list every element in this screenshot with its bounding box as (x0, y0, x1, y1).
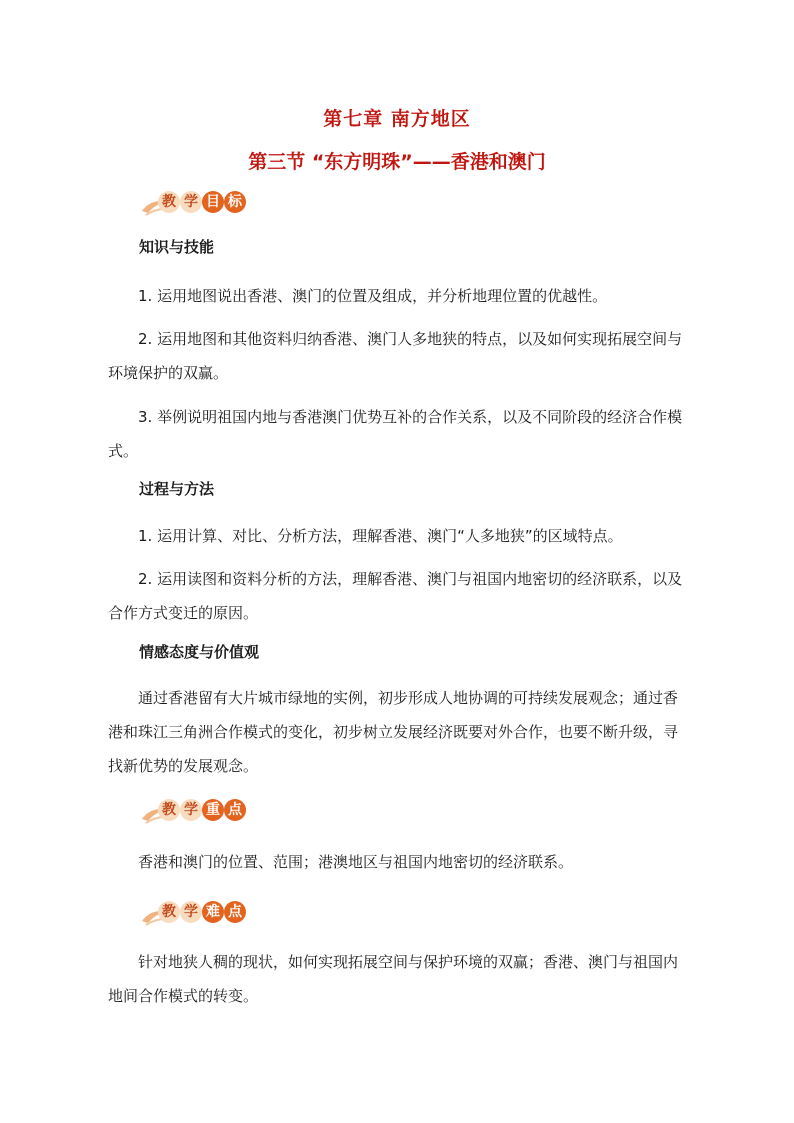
badge-char: 重 (202, 799, 224, 821)
process-heading: 过程与方法 (139, 480, 215, 498)
process-item: 1. 运用计算、对比、分析方法，理解香港、澳门“人多地狭”的区域特点。 (138, 527, 623, 545)
attitude-text: 通过香港留有大片城市绿地的实例，初步形成人地协调的可持续发展观念；通过香港和珠江三角洲合作模式的变化，初步树立发展经济既要对外合作，也要不断升级，寻找新优势的发展观念。 (108, 689, 679, 775)
badge-char: 点 (224, 799, 246, 821)
badge-char: 学 (180, 799, 202, 821)
badge-char: 教 (158, 901, 180, 923)
difficulties-badge (140, 897, 250, 929)
objectives-badge (140, 187, 250, 219)
section-title: 第三节 “东方明珠”——香港和澳门 (248, 151, 546, 173)
key-points-badge (140, 795, 250, 827)
key-points-text: 香港和澳门的位置、范围；港澳地区与祖国内地密切的经济联系。 (138, 853, 574, 871)
knowledge-item: 1. 运用地图说出香港、澳门的位置及组成，并分析地理位置的优越性。 (138, 287, 608, 305)
attitude-heading: 情感态度与价值观 (139, 643, 260, 661)
knowledge-item: 2. 运用地图和其他资料归纳香港、澳门人多地狭的特点，以及如何实现拓展空间与环境保护的双赢。 (108, 330, 683, 382)
badge-char: 学 (180, 901, 202, 923)
badge-char: 教 (158, 191, 180, 213)
badge-char: 难 (202, 901, 224, 923)
badge-char: 教 (158, 799, 180, 821)
difficulties-text: 针对地狭人稠的现状，如何实现拓展空间与保护环境的双赢；香港、澳门与祖国内地间合作模式的转变。 (108, 953, 679, 1005)
chapter-title: 第七章 南方地区 (323, 108, 471, 130)
knowledge-item: 3. 举例说明祖国内地与香港澳门优势互补的合作关系，以及不同阶段的经济合作模式。 (108, 408, 683, 460)
badge-char: 点 (224, 901, 246, 923)
knowledge-heading: 知识与技能 (139, 238, 215, 256)
badge-char: 目 (202, 191, 224, 213)
badge-char: 学 (180, 191, 202, 213)
badge-char: 标 (224, 191, 246, 213)
process-item: 2. 运用读图和资料分析的方法，理解香港、澳门与祖国内地密切的经济联系，以及合作方式变迁的原因。 (108, 570, 683, 622)
